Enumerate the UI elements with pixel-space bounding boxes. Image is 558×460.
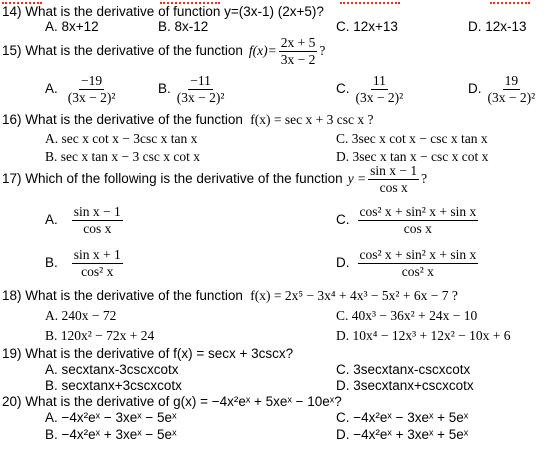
- q15-fraction: [279, 36, 318, 66]
- q15-numerator: 2x + 5: [280, 35, 316, 50]
- q15-a-numerator: −19: [81, 73, 103, 88]
- q17-c-denominator: cos x: [403, 220, 432, 236]
- q17-d-denominator: cos² x: [401, 263, 434, 279]
- q20-option-a: A. −4x²eˣ − 3xeˣ − 5eˣ: [45, 410, 177, 425]
- q17-a-numerator: sin x − 1: [73, 204, 121, 219]
- q18-option-a: A. 240x − 72: [45, 308, 117, 323]
- q14-option-d: D. 12x-13: [468, 19, 527, 34]
- q19-option-b: B. secxtanx+3cscxcotx: [45, 378, 182, 393]
- q20-option-d: D. −4x²eˣ + 3xeˣ + 5eˣ: [336, 427, 469, 442]
- q17-prefix: 17) Which of the following is the derivative of the function: [2, 171, 343, 187]
- q15-d-numerator: 19: [504, 73, 519, 88]
- q15-prefix: 15) What is the derivative of the function: [2, 43, 243, 59]
- q16-option-c: C. 3sec x cot x − csc x tan x: [336, 131, 488, 146]
- q15-b-numerator: −11: [190, 73, 211, 88]
- q17-numerator: sin x − 1: [370, 163, 418, 178]
- q14-option-c: C. 12x+13: [336, 19, 398, 34]
- q18-expression: f(x) = 2x⁵ − 3x⁴ + 4x³ − 5x² + 6x − 7 ?: [250, 288, 458, 303]
- q20-option-c: C. −4x²eˣ − 3xeˣ + 5eˣ: [336, 410, 469, 425]
- q15-a-denominator: (3x − 2)²: [67, 89, 116, 105]
- question-20: 20) What is the derivative of g(x) = −4x²eˣ + 5xeˣ − 10eˣ?: [2, 394, 342, 409]
- q15-c-denominator: (3x − 2)²: [355, 89, 404, 105]
- question-17: [2, 164, 427, 194]
- q17-fraction: [368, 164, 419, 194]
- q17-option-c: [336, 205, 480, 235]
- q20-option-b: B. −4x²eˣ + 3xeˣ − 5eˣ: [45, 427, 177, 442]
- q15-c-numerator: 11: [372, 73, 386, 88]
- q14-option-a: A. 8x+12: [45, 19, 99, 34]
- q19-option-d: D. 3secxtanx+cscxcotx: [336, 378, 474, 393]
- option-label: A.: [45, 81, 58, 97]
- q18-option-d: D. 10x⁴ − 12x³ + 12x² − 10x + 6: [336, 328, 511, 343]
- q19-option-c: C. 3secxtanx-cscxcotx: [336, 362, 471, 377]
- q16-option-a: A. sec x cot x − 3csc x tan x: [45, 131, 198, 146]
- q17-denominator: cos x: [379, 179, 408, 195]
- q17-option-b: [45, 248, 125, 278]
- q16-option-b: B. sec x tan x − 3 csc x cot x: [45, 149, 200, 164]
- q18-option-b: B. 120x² − 72x + 24: [45, 328, 155, 343]
- q17-option-d: [336, 248, 480, 278]
- spellcheck-mark: [340, 0, 400, 4]
- option-label: C.: [336, 212, 350, 228]
- q15-option-d: [468, 74, 539, 104]
- q15-option-a: [45, 74, 119, 104]
- question-19: 19) What is the derivative of f(x) = secx + 3cscx?: [2, 346, 294, 361]
- question-16: [2, 113, 373, 127]
- q14-option-b: B. 8x-12: [158, 19, 209, 34]
- q19-option-a: A. secxtanx-3cscxcotx: [45, 362, 179, 377]
- q17-option-a: [45, 205, 125, 235]
- q15-option-b: [158, 74, 228, 104]
- option-label: B.: [45, 255, 58, 271]
- q17-b-numerator: sin x + 1: [73, 247, 121, 262]
- q17-a-denominator: cos x: [83, 220, 112, 236]
- q16-expression: f(x) = sec x + 3 csc x ?: [250, 112, 374, 127]
- q15-fx: f(x)=: [248, 43, 277, 59]
- q17-b-denominator: cos² x: [81, 263, 114, 279]
- option-label: A.: [45, 212, 58, 228]
- spellcheck-mark: [490, 0, 530, 4]
- q15-suffix: ?: [319, 43, 326, 59]
- q16-option-d: D. 3sec x tan x − csc x cot x: [336, 149, 489, 164]
- option-label: D.: [468, 81, 482, 97]
- q16-prefix: 16) What is the derivative of the function: [2, 112, 243, 127]
- q15-d-denominator: (3x − 2)²: [487, 89, 536, 105]
- q15-b-denominator: (3x − 2)²: [176, 89, 225, 105]
- q18-option-c: C. 40x³ − 36x² + 24x − 10: [336, 308, 478, 323]
- option-label: B.: [158, 81, 171, 97]
- question-14: 14) What is the derivative of function y=(3x-1) (2x+5)?: [2, 4, 324, 19]
- option-label: C.: [336, 81, 350, 97]
- q17-suffix: ?: [421, 171, 428, 187]
- q18-prefix: 18) What is the derivative of the function: [2, 288, 243, 303]
- option-label: D.: [336, 255, 350, 271]
- question-15: [2, 36, 325, 66]
- q17-c-numerator: cos² x + sin² x + sin x: [359, 204, 477, 219]
- q17-y: y =: [347, 171, 367, 187]
- question-18: [2, 289, 458, 303]
- q17-d-numerator: cos² x + sin² x + sin x: [359, 247, 477, 262]
- q15-denominator: 3x − 2: [280, 51, 316, 67]
- q15-option-c: [336, 74, 407, 104]
